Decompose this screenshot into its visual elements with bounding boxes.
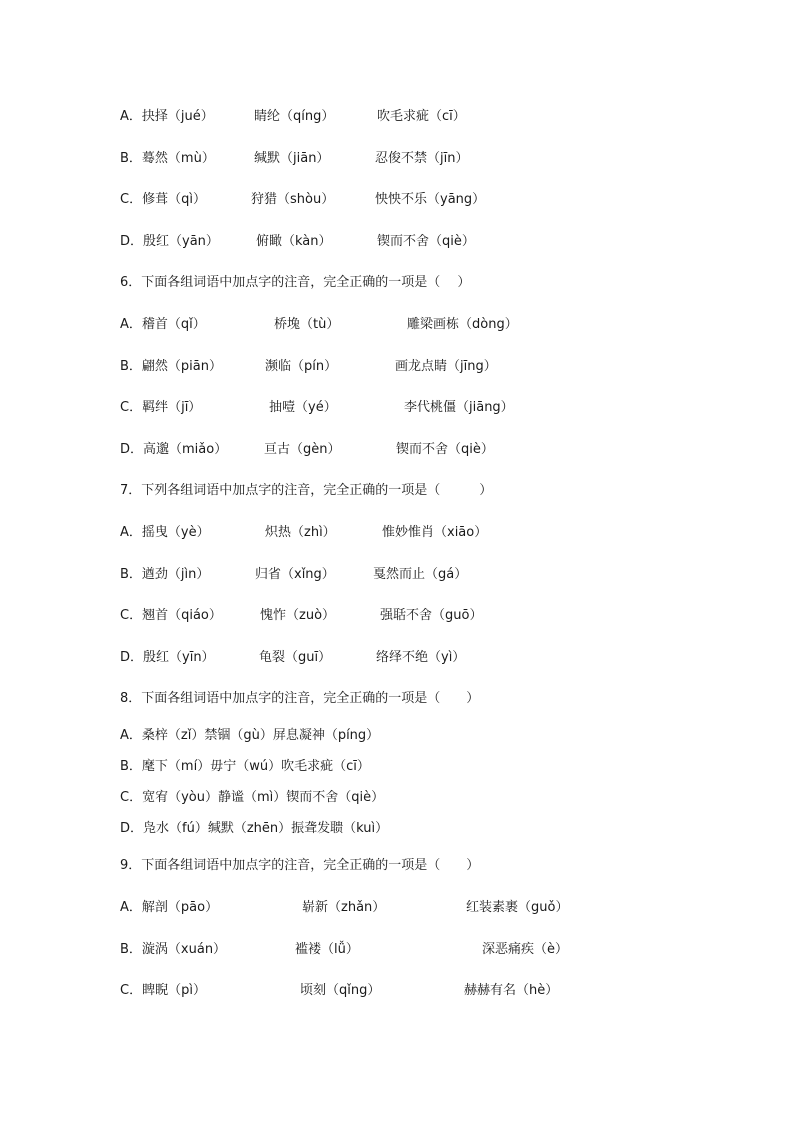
option-item: 吹毛求疵（cī） bbox=[377, 109, 466, 124]
option-item: A．解剖（pāo） bbox=[120, 900, 219, 915]
option-item: 怏怏不乐（yāng） bbox=[375, 192, 486, 207]
option-item: D．凫水（fú）缄默（zhēn）振聋发聩（kuì） bbox=[120, 821, 389, 836]
option-item: 桥堍（tù） bbox=[274, 317, 340, 332]
option-item: 强聒不舍（guō） bbox=[380, 608, 483, 623]
option-item: 抽噎（yé） bbox=[269, 400, 337, 415]
option-item: B．漩涡（xuán） bbox=[120, 942, 227, 957]
option-item: D．殷红（yīn） bbox=[120, 650, 215, 665]
option-item: 顷刻（qǐng） bbox=[300, 983, 381, 998]
option-item: 雕梁画栋（dòng） bbox=[407, 317, 518, 332]
option-item: B．蓦然（mù） bbox=[120, 151, 215, 166]
question-text: 6．下面各组词语中加点字的注音，完全正确的一项是（ ） bbox=[120, 275, 471, 290]
option-item: C．修葺（qì） bbox=[120, 192, 206, 207]
option-item: 炽热（zhì） bbox=[265, 525, 336, 540]
option-item: 画龙点睛（jīng） bbox=[395, 359, 497, 374]
option-item: 濒临（pín） bbox=[265, 359, 338, 374]
option-item: B．翩然（piān） bbox=[120, 359, 222, 374]
option-item: 缄默（jiān） bbox=[254, 151, 330, 166]
option-item: 崭新（zhǎn） bbox=[302, 900, 386, 915]
option-item: 锲而不舍（qiè） bbox=[377, 234, 475, 249]
option-item: 深恶痛疾（è） bbox=[482, 942, 568, 957]
option-item: C．羁绊（jī） bbox=[120, 400, 202, 415]
option-item: 忍俊不禁（jīn） bbox=[375, 151, 469, 166]
option-item: D．殷红（yān） bbox=[120, 234, 219, 249]
option-item: A．摇曳（yè） bbox=[120, 525, 210, 540]
option-item: 俯瞰（kàn） bbox=[256, 234, 332, 249]
option-item: 络绎不绝（yì） bbox=[376, 650, 466, 665]
option-item: 戛然而止（gá） bbox=[373, 567, 468, 582]
question-text: 7．下列各组词语中加点字的注音，完全正确的一项是（ ） bbox=[120, 483, 493, 498]
option-item: 李代桃僵（jiāng） bbox=[404, 400, 514, 415]
option-item: B．麾下（mí）毋宁（wú）吹毛求疵（cī） bbox=[120, 759, 370, 774]
option-item: C．睥睨（pì） bbox=[120, 983, 206, 998]
option-item: 龟裂（guī） bbox=[259, 650, 332, 665]
question-text: 9．下面各组词语中加点字的注音，完全正确的一项是（ ） bbox=[120, 858, 480, 873]
option-item: 红装素裹（guǒ） bbox=[466, 900, 569, 915]
option-item: D．高邈（miǎo） bbox=[120, 442, 228, 457]
option-item: 赫赫有名（hè） bbox=[464, 983, 559, 998]
option-item: 归省（xǐng） bbox=[255, 567, 335, 582]
option-item: 睛纶（qíng） bbox=[254, 109, 335, 124]
option-item: A．稽首（qǐ） bbox=[120, 317, 206, 332]
option-item: A．桑梓（zǐ）禁锢（gù）屏息凝神（píng） bbox=[120, 728, 380, 743]
option-item: 惟妙惟肖（xiāo） bbox=[382, 525, 488, 540]
option-item: 褴褛（lǚ） bbox=[295, 942, 359, 957]
option-item: A．抉择（jué） bbox=[120, 109, 214, 124]
option-item: 亘古（gèn） bbox=[264, 442, 341, 457]
option-item: C．翘首（qiáo） bbox=[120, 608, 222, 623]
option-item: B．遒劲（jìn） bbox=[120, 567, 210, 582]
option-item: 锲而不舍（qiè） bbox=[396, 442, 494, 457]
option-item: C．宽宥（yòu）静谧（mì）锲而不舍（qiè） bbox=[120, 790, 385, 805]
option-item: 狩猎（shòu） bbox=[251, 192, 335, 207]
option-item: 愧怍（zuò） bbox=[260, 608, 336, 623]
question-text: 8．下面各组词语中加点字的注音，完全正确的一项是（ ） bbox=[120, 691, 480, 706]
